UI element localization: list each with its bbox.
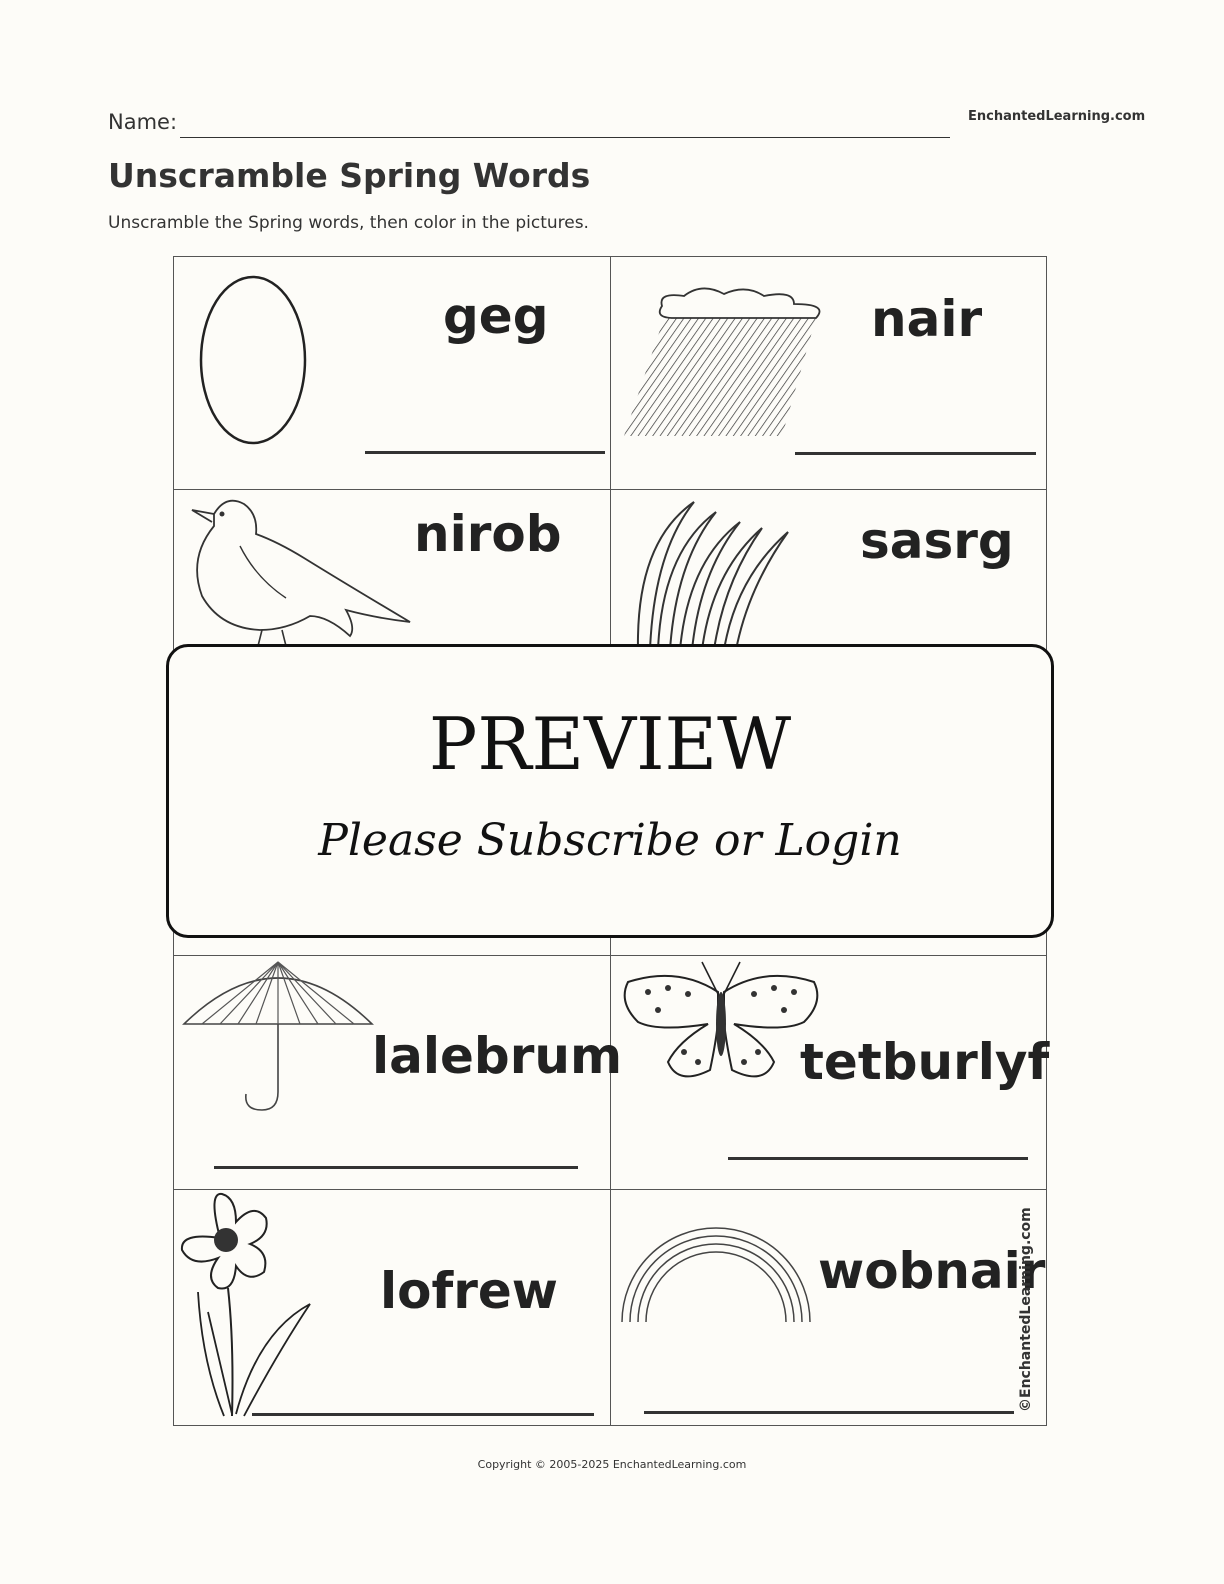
subscribe-login-prompt[interactable]: Please Subscribe or Login bbox=[318, 815, 902, 866]
name-label: Name: bbox=[108, 110, 178, 134]
robin-icon bbox=[186, 498, 416, 646]
side-credit: ©EnchantedLearning.com bbox=[1018, 1207, 1034, 1412]
grid-divider bbox=[173, 489, 1047, 490]
scrambled-word: tetburlyf bbox=[800, 1033, 1050, 1091]
preview-overlay bbox=[166, 644, 1054, 938]
scrambled-word: geg bbox=[443, 287, 549, 345]
grid-divider bbox=[173, 1189, 1047, 1190]
answer-line bbox=[795, 452, 1036, 455]
scrambled-word: nirob bbox=[414, 505, 562, 563]
flower-icon bbox=[178, 1192, 312, 1418]
butterfly-icon bbox=[618, 962, 824, 1086]
copyright: Copyright © 2005-2025 EnchantedLearning.com bbox=[477, 1458, 747, 1471]
rain-cloud-icon bbox=[624, 288, 834, 438]
umbrella-icon bbox=[182, 962, 376, 1114]
scrambled-word: sasrg bbox=[860, 512, 1014, 570]
grid-divider bbox=[173, 955, 1047, 956]
scrambled-word: wobnair bbox=[818, 1242, 1046, 1300]
grass-icon bbox=[632, 502, 792, 650]
page-title: Unscramble Spring Words bbox=[108, 156, 591, 195]
rainbow-icon bbox=[620, 1218, 812, 1322]
scrambled-word: nair bbox=[871, 290, 983, 348]
answer-line bbox=[365, 451, 605, 454]
scrambled-word: lalebrum bbox=[372, 1027, 623, 1085]
answer-line bbox=[252, 1413, 594, 1416]
answer-line bbox=[728, 1157, 1028, 1160]
site-credit: EnchantedLearning.com bbox=[968, 109, 1146, 124]
answer-line bbox=[644, 1411, 1014, 1414]
egg-icon bbox=[198, 274, 308, 446]
name-line bbox=[180, 137, 950, 138]
scrambled-word: lofrew bbox=[380, 1262, 559, 1320]
preview-title: PREVIEW bbox=[428, 702, 792, 786]
answer-line bbox=[214, 1166, 578, 1169]
instructions: Unscramble the Spring words, then color in the pictures. bbox=[108, 213, 589, 233]
